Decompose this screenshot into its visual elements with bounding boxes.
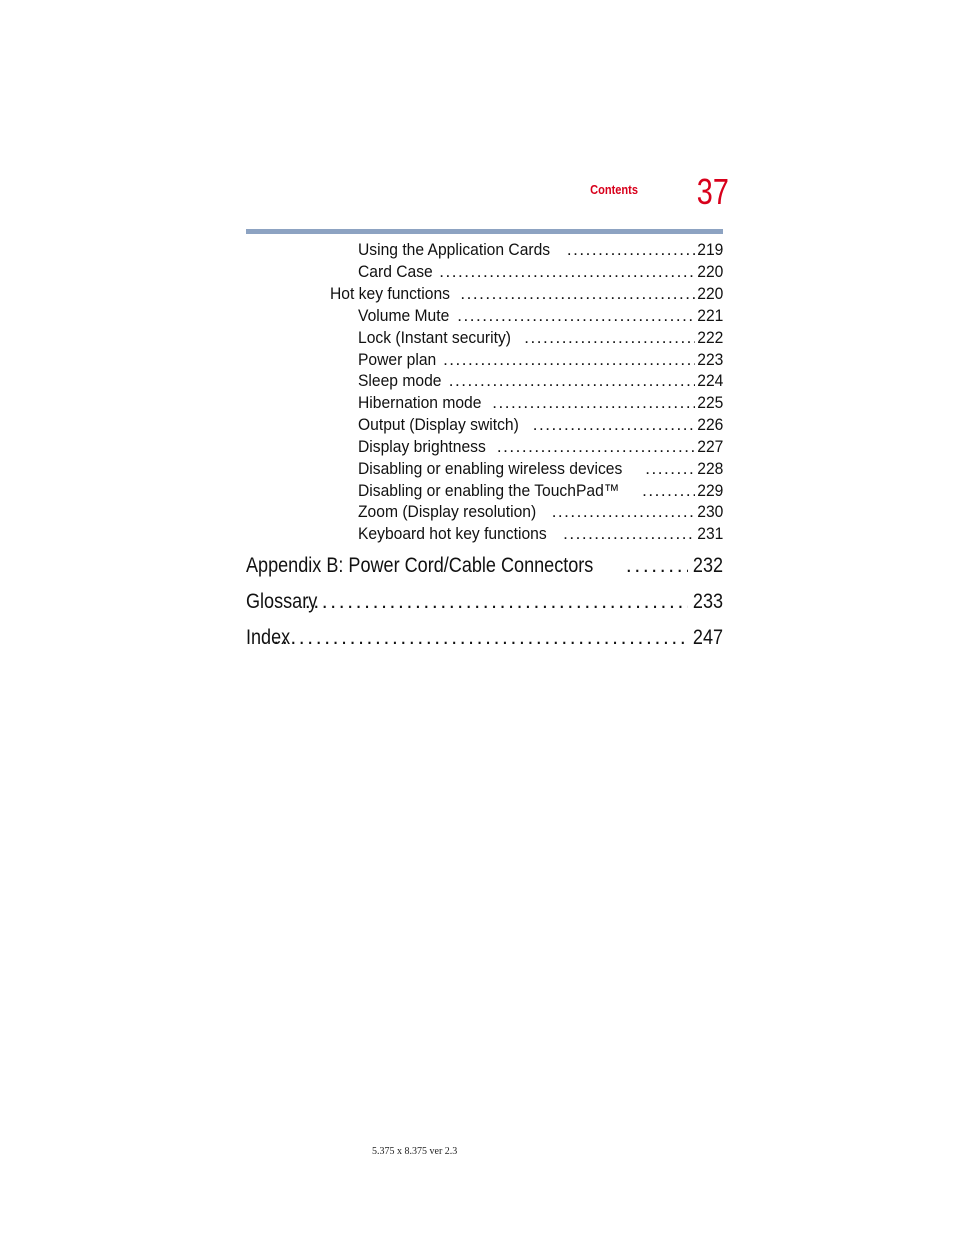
toc-entry-title: Sleep mode bbox=[358, 371, 442, 390]
toc-entry-title: Lock (Instant security) bbox=[358, 328, 511, 347]
toc-entry-page: 225 bbox=[696, 393, 723, 412]
toc-entry-title: Appendix B: Power Cord/Cable Connectors bbox=[246, 554, 594, 577]
toc-entry-title: Disabling or enabling the TouchPad™ bbox=[358, 481, 620, 500]
toc-entry-title: Glossary bbox=[246, 590, 318, 613]
dot-leader bbox=[552, 501, 695, 523]
dot-leader bbox=[642, 480, 694, 502]
toc-entry-page: 229 bbox=[696, 481, 723, 500]
toc-entry-title: Display brightness bbox=[358, 437, 486, 456]
toc-entry-page: 247 bbox=[692, 626, 723, 649]
toc-entry-card-case[interactable] bbox=[358, 261, 723, 283]
toc-entry-title: Zoom (Display resolution) bbox=[358, 502, 537, 521]
dot-leader bbox=[563, 523, 695, 545]
toc-entry-output[interactable] bbox=[358, 414, 723, 436]
page-number: 37 bbox=[696, 171, 729, 212]
toc-entry-appendix-b[interactable] bbox=[246, 552, 723, 580]
toc-entry-title: Power plan bbox=[358, 350, 437, 369]
toc-entry-page: 220 bbox=[696, 284, 723, 303]
toc-entry-application-cards[interactable] bbox=[358, 239, 723, 261]
section-label: Contents bbox=[590, 182, 638, 197]
dot-leader bbox=[439, 261, 694, 283]
dot-leader bbox=[524, 327, 694, 349]
toc-entry-hibernation-mode[interactable] bbox=[358, 392, 723, 414]
toc-entry-page: 221 bbox=[696, 306, 723, 325]
toc-entry-page: 222 bbox=[696, 328, 723, 347]
toc-entry-title: Keyboard hot key functions bbox=[358, 524, 547, 543]
toc-entry-page: 232 bbox=[692, 554, 723, 577]
dot-leader bbox=[443, 349, 695, 371]
toc-entry-sleep-mode[interactable] bbox=[358, 370, 723, 392]
toc-entry-page: 228 bbox=[696, 459, 723, 478]
dot-leader bbox=[567, 239, 695, 261]
toc-entry-page: 230 bbox=[696, 502, 723, 521]
dot-leader bbox=[645, 458, 694, 480]
toc-entry-power-plan[interactable] bbox=[358, 349, 723, 371]
toc-entry-keyboard-hot-keys[interactable] bbox=[358, 523, 723, 545]
toc-entry-title: Index bbox=[246, 626, 291, 649]
header-divider bbox=[246, 229, 723, 234]
toc-entry-title: Hot key functions bbox=[330, 284, 450, 303]
toc-entry-title: Hibernation mode bbox=[358, 393, 482, 412]
toc-entry-lock[interactable] bbox=[358, 327, 723, 349]
toc-entry-page: 220 bbox=[696, 262, 723, 281]
toc-entry-page: 223 bbox=[696, 350, 723, 369]
dot-leader bbox=[460, 283, 694, 305]
toc-entry-display-brightness[interactable] bbox=[358, 436, 723, 458]
toc-entry-page: 219 bbox=[696, 240, 723, 259]
toc-entry-title: Using the Application Cards bbox=[358, 240, 551, 259]
dot-leader bbox=[626, 552, 688, 580]
dot-leader bbox=[492, 392, 694, 414]
toc-entry-zoom[interactable] bbox=[358, 501, 723, 523]
toc-entry-page: 233 bbox=[692, 590, 723, 613]
dot-leader bbox=[273, 624, 688, 652]
dot-leader bbox=[533, 414, 695, 436]
print-size-note: 5.375 x 8.375 ver 2.3 bbox=[372, 1146, 458, 1157]
toc-entry-title: Output (Display switch) bbox=[358, 415, 519, 434]
dot-leader bbox=[449, 370, 695, 392]
toc-entry-page: 224 bbox=[696, 371, 723, 390]
toc-entry-touchpad[interactable] bbox=[358, 480, 723, 502]
dot-leader bbox=[457, 305, 694, 327]
toc-entry-title: Disabling or enabling wireless devices bbox=[358, 459, 623, 478]
dot-leader bbox=[305, 588, 688, 616]
dot-leader bbox=[497, 436, 695, 458]
toc-entry-title: Card Case bbox=[358, 262, 433, 281]
toc-entry-wireless-devices[interactable] bbox=[358, 458, 723, 480]
toc-entry-volume-mute[interactable] bbox=[358, 305, 723, 327]
toc-entry-page: 226 bbox=[696, 415, 723, 434]
toc-entry-title: Volume Mute bbox=[358, 306, 450, 325]
toc-entry-glossary[interactable] bbox=[246, 588, 723, 616]
toc-entry-hot-key-functions[interactable] bbox=[330, 283, 723, 305]
toc-entry-index[interactable] bbox=[246, 624, 723, 652]
toc-entry-page: 227 bbox=[696, 437, 723, 456]
toc-entry-page: 231 bbox=[696, 524, 723, 543]
